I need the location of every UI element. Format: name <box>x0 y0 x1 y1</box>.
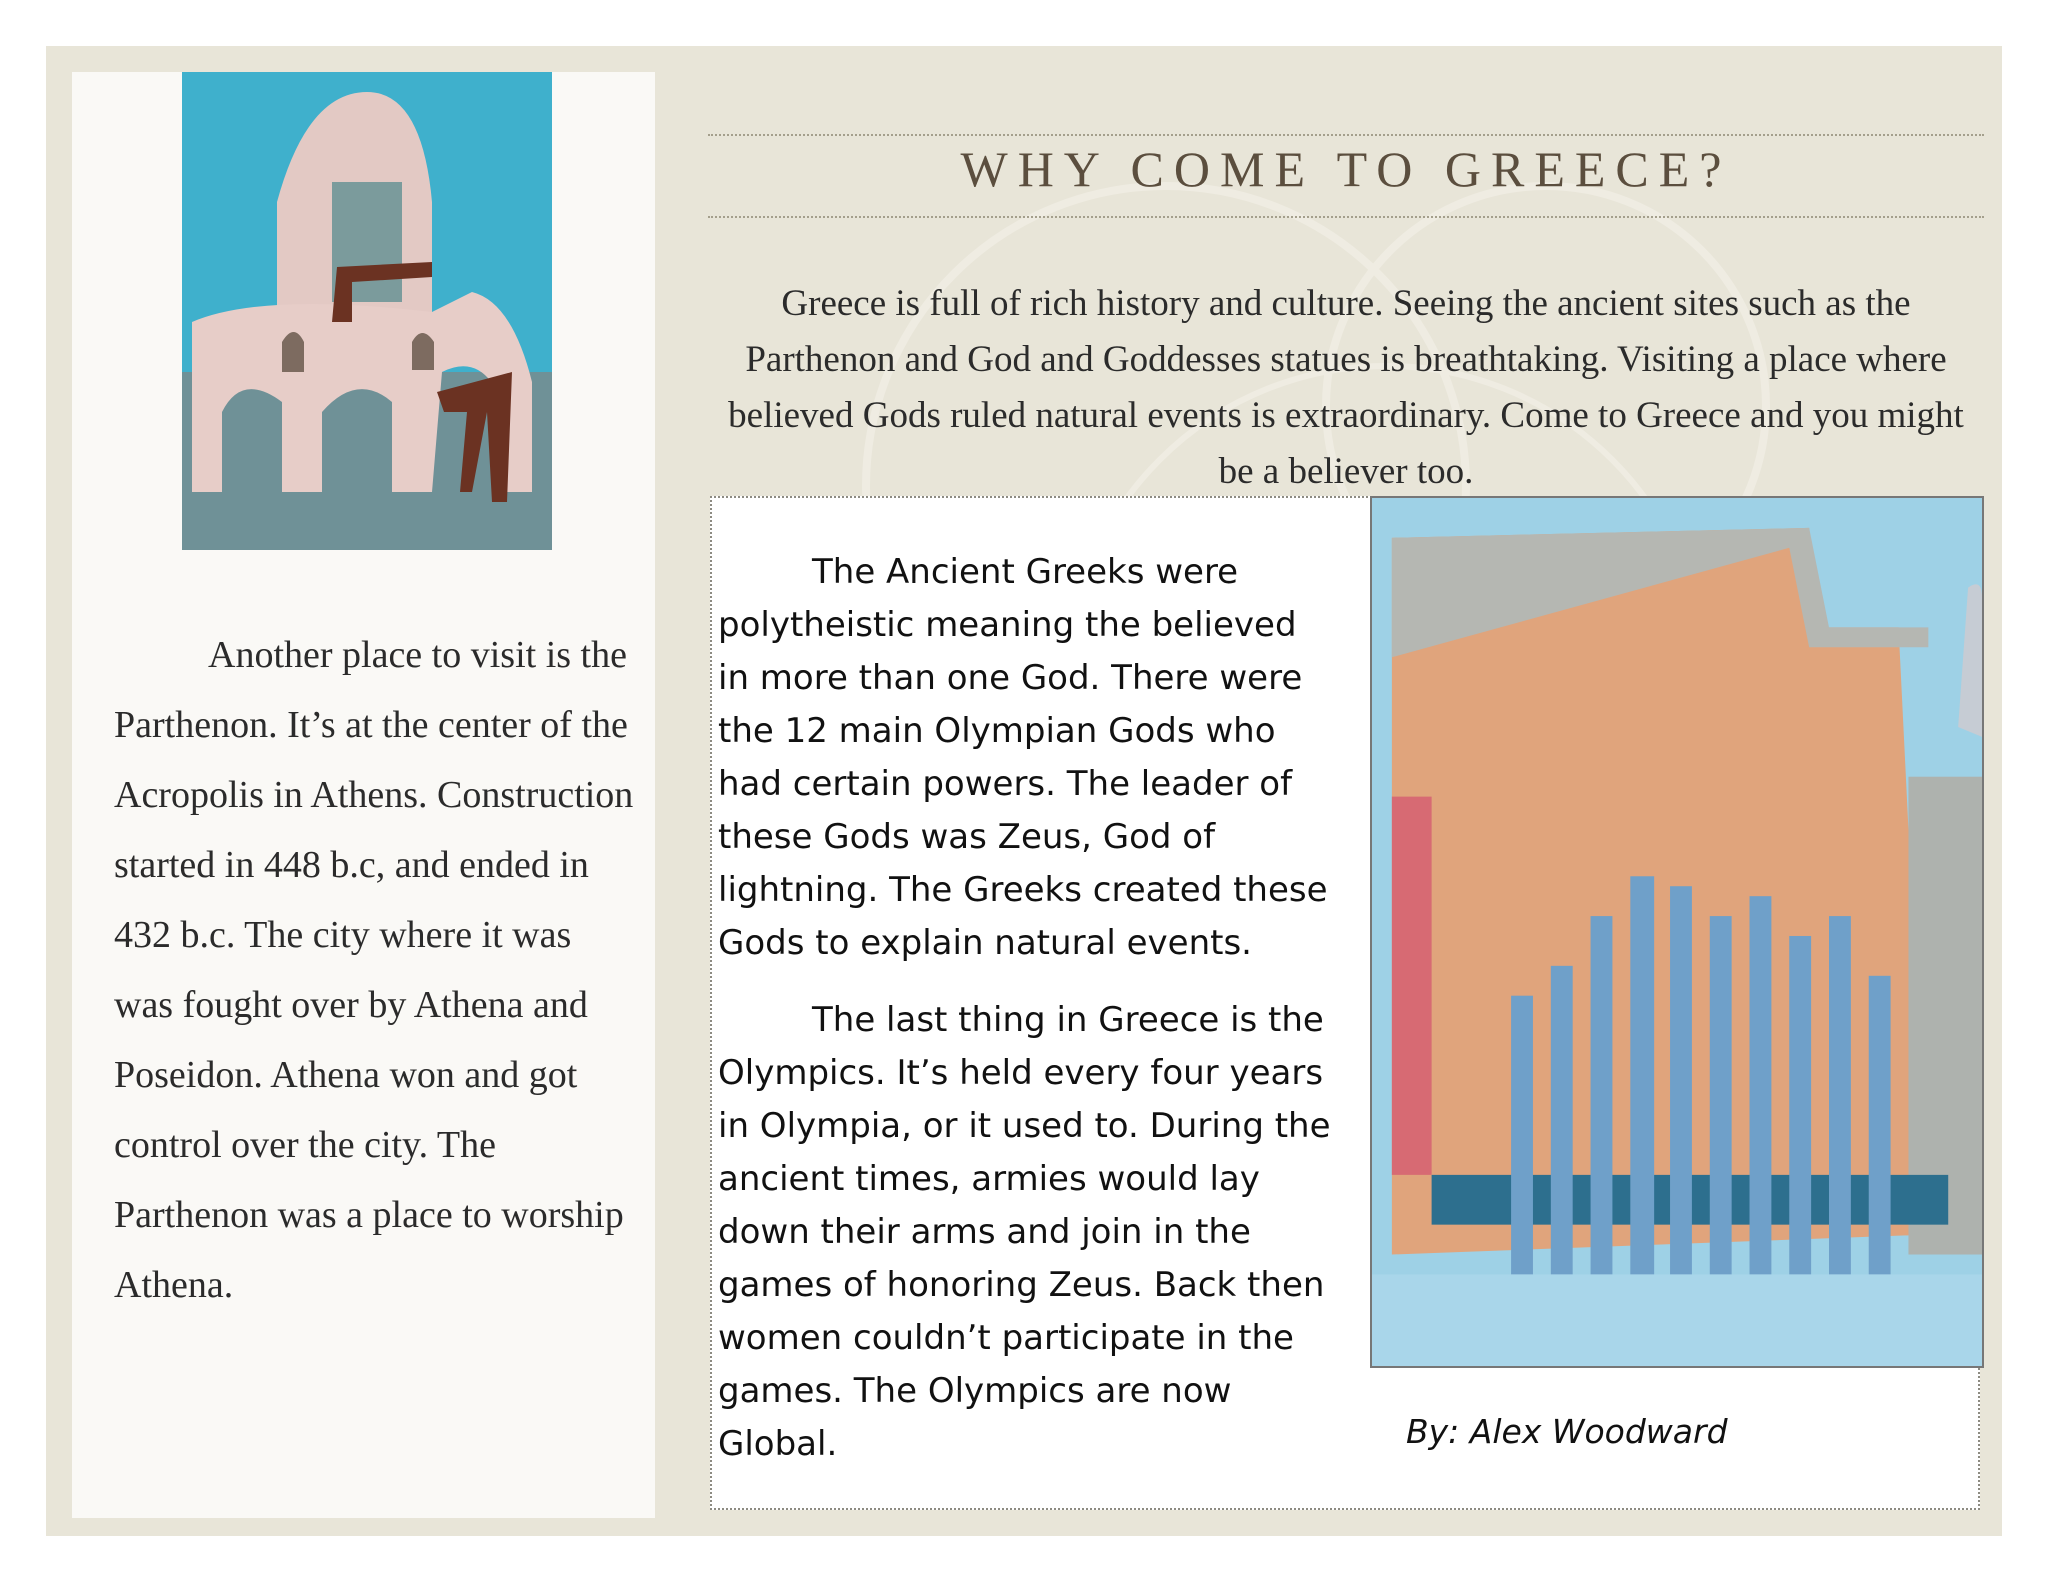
parthenon-text <box>114 620 634 1320</box>
intro-paragraph: Greece is full of rich history and culture. Seeing the ancient sites such as the Parthenon and God and Goddesses statues is breathtaking. Visiting a place where believed Gods ruled natural events is extraordinary. Come to Greece and you might be a believer too. <box>728 283 1964 492</box>
content-text <box>718 546 1338 1495</box>
olympic-stadium-drawing <box>1370 496 1984 1368</box>
author-byline: By: Alex Woodward <box>1406 1412 1728 1451</box>
gods-paragraph: The Ancient Greeks were polytheistic meaning the believed in more than one God. There were the 12 main Olympian Gods who had certain powers. The leader of these Gods was Zeus, God of lightning. The Greeks created these Gods to explain natural events. <box>718 552 1328 963</box>
title-rule-bottom <box>708 216 1984 218</box>
church-bell-tower-drawing <box>182 72 552 550</box>
title-rule-top <box>708 134 1984 136</box>
parthenon-paragraph: Another place to visit is the Parthenon. It’s at the center of the Acropolis in Athens. Construction started in 448 b.c, and ended in 432 b.c. The city where it was was fought over by Athena and Poseidon. Athena won and got control over the city. The Parthenon was a place to worship Athena. <box>114 634 634 1306</box>
olympics-paragraph: The last thing in Greece is the Olympics. It’s held every four years in Olympia, or it used to. During the ancient times, armies would lay down their arms and join in the games of honoring Zeus. Back then women couldn’t participate in the games. The Olympics are now Global. <box>718 1000 1331 1464</box>
page-title: WHY COME TO GREECE? <box>960 141 1732 197</box>
intro-text <box>708 276 1984 500</box>
